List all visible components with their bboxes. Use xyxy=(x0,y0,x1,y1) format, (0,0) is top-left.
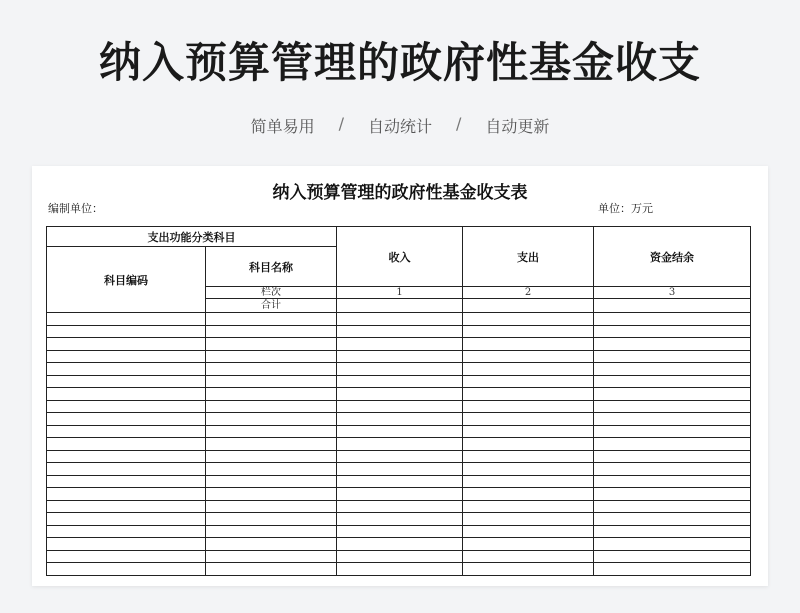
income-cell[interactable] xyxy=(337,325,463,338)
subject-code-cell[interactable] xyxy=(47,425,206,438)
row-label-total: 合计 xyxy=(206,299,337,313)
expense-cell[interactable] xyxy=(463,563,594,576)
subject-code-cell[interactable] xyxy=(47,388,206,401)
header-income: 收入 xyxy=(337,227,463,287)
balance-cell[interactable] xyxy=(594,450,751,463)
expense-cell[interactable] xyxy=(463,325,594,338)
expense-cell[interactable] xyxy=(463,538,594,551)
tag-separator: / xyxy=(456,114,462,133)
table-row xyxy=(47,375,751,388)
table-row xyxy=(47,438,751,451)
table-row xyxy=(47,475,751,488)
spreadsheet-preview xyxy=(32,166,768,586)
table-row xyxy=(47,500,751,513)
subject-name-cell[interactable] xyxy=(206,400,337,413)
expense-cell[interactable] xyxy=(463,438,594,451)
balance-cell[interactable] xyxy=(594,463,751,476)
subject-name-cell[interactable] xyxy=(206,413,337,426)
balance-cell[interactable] xyxy=(594,513,751,526)
table-row xyxy=(47,463,751,476)
subject-code-cell[interactable] xyxy=(47,338,206,351)
subject-name-cell[interactable] xyxy=(206,488,337,501)
income-cell[interactable] xyxy=(337,363,463,376)
balance-cell[interactable] xyxy=(594,438,751,451)
table-row xyxy=(47,363,751,376)
table-row xyxy=(47,400,751,413)
balance-cell[interactable] xyxy=(594,550,751,563)
subject-code-cell[interactable] xyxy=(47,438,206,451)
balance-cell[interactable] xyxy=(594,413,751,426)
income-cell[interactable] xyxy=(337,488,463,501)
subject-name-cell[interactable] xyxy=(206,438,337,451)
subject-code-cell[interactable] xyxy=(47,363,206,376)
subject-name-cell[interactable] xyxy=(206,525,337,538)
column-number-balance: 3 xyxy=(594,287,751,299)
expense-cell[interactable] xyxy=(463,463,594,476)
subject-name-cell[interactable] xyxy=(206,388,337,401)
subject-name-cell[interactable] xyxy=(206,563,337,576)
subject-code-cell[interactable] xyxy=(47,513,206,526)
income-cell[interactable] xyxy=(337,425,463,438)
expense-cell[interactable] xyxy=(463,450,594,463)
expense-cell[interactable] xyxy=(463,363,594,376)
subject-code-cell[interactable] xyxy=(47,563,206,576)
header-expense: 支出 xyxy=(463,227,594,287)
subject-code-cell[interactable] xyxy=(47,475,206,488)
subject-name-cell[interactable] xyxy=(206,450,337,463)
subject-name-cell[interactable] xyxy=(206,338,337,351)
tag-separator: / xyxy=(338,114,344,133)
subject-name-cell[interactable] xyxy=(206,363,337,376)
income-cell[interactable] xyxy=(337,500,463,513)
table-row xyxy=(47,550,751,563)
tag-easy: 简单易用 xyxy=(250,117,315,136)
balance-cell[interactable] xyxy=(594,313,751,326)
tag-auto-stat: 自动统计 xyxy=(367,117,432,136)
table-row xyxy=(47,425,751,438)
balance-cell[interactable] xyxy=(594,400,751,413)
expense-cell[interactable] xyxy=(463,313,594,326)
subject-name-cell[interactable] xyxy=(206,475,337,488)
table-row xyxy=(47,488,751,501)
balance-cell[interactable] xyxy=(594,500,751,513)
subject-code-cell[interactable] xyxy=(47,400,206,413)
subject-name-cell[interactable] xyxy=(206,538,337,551)
expense-cell[interactable] xyxy=(463,338,594,351)
subject-code-cell[interactable] xyxy=(47,325,206,338)
header-balance: 资金结余 xyxy=(594,227,751,287)
subject-code-cell[interactable] xyxy=(47,525,206,538)
income-cell[interactable] xyxy=(337,550,463,563)
subject-name-cell[interactable] xyxy=(206,513,337,526)
expense-cell[interactable] xyxy=(463,413,594,426)
table-row xyxy=(47,538,751,551)
header-subject-code: 科目编码 xyxy=(47,247,206,313)
column-number-income: 1 xyxy=(337,287,463,299)
expense-cell[interactable] xyxy=(463,425,594,438)
expense-cell[interactable] xyxy=(463,500,594,513)
income-cell[interactable] xyxy=(337,388,463,401)
subject-name-cell[interactable] xyxy=(206,375,337,388)
subject-code-cell[interactable] xyxy=(47,500,206,513)
balance-cell[interactable] xyxy=(594,563,751,576)
subject-code-cell[interactable] xyxy=(47,350,206,363)
compiling-unit-label: 编制单位： xyxy=(48,202,103,215)
subject-name-cell[interactable] xyxy=(206,350,337,363)
income-cell[interactable] xyxy=(337,413,463,426)
expense-cell[interactable] xyxy=(463,375,594,388)
tagline xyxy=(0,114,800,137)
subject-name-cell[interactable] xyxy=(206,550,337,563)
subject-code-cell[interactable] xyxy=(47,450,206,463)
subject-code-cell[interactable] xyxy=(47,413,206,426)
income-cell[interactable] xyxy=(337,313,463,326)
expense-cell[interactable] xyxy=(463,550,594,563)
income-cell[interactable] xyxy=(337,538,463,551)
income-cell[interactable] xyxy=(337,563,463,576)
income-cell[interactable] xyxy=(337,350,463,363)
header-subject-name: 科目名称 xyxy=(206,247,337,287)
budget-table xyxy=(46,226,751,576)
income-cell[interactable] xyxy=(337,475,463,488)
table-row xyxy=(47,513,751,526)
table-row xyxy=(47,325,751,338)
subject-name-cell[interactable] xyxy=(206,325,337,338)
subject-code-cell[interactable] xyxy=(47,375,206,388)
table-row xyxy=(47,313,751,326)
table-row xyxy=(47,450,751,463)
total-balance-cell[interactable] xyxy=(594,299,751,313)
balance-cell[interactable] xyxy=(594,538,751,551)
balance-cell[interactable] xyxy=(594,488,751,501)
subject-name-cell[interactable] xyxy=(206,500,337,513)
row-label-lanci: 栏次 xyxy=(206,287,337,299)
balance-cell[interactable] xyxy=(594,375,751,388)
expense-cell[interactable] xyxy=(463,488,594,501)
column-number-expense: 2 xyxy=(463,287,594,299)
balance-cell[interactable] xyxy=(594,350,751,363)
income-cell[interactable] xyxy=(337,450,463,463)
subject-name-cell[interactable] xyxy=(206,463,337,476)
balance-cell[interactable] xyxy=(594,325,751,338)
total-expense-cell[interactable] xyxy=(463,299,594,313)
expense-cell[interactable] xyxy=(463,350,594,363)
expense-cell[interactable] xyxy=(463,388,594,401)
page-title: 纳入预算管理的政府性基金收支 xyxy=(98,38,701,87)
expense-cell[interactable] xyxy=(463,400,594,413)
balance-cell[interactable] xyxy=(594,525,751,538)
income-cell[interactable] xyxy=(337,338,463,351)
income-cell[interactable] xyxy=(337,463,463,476)
table-row xyxy=(47,413,751,426)
subject-name-cell[interactable] xyxy=(206,313,337,326)
subject-name-cell[interactable] xyxy=(206,425,337,438)
subject-code-cell[interactable] xyxy=(47,463,206,476)
table-row xyxy=(47,563,751,576)
subject-code-cell[interactable] xyxy=(47,550,206,563)
subject-code-cell[interactable] xyxy=(47,488,206,501)
income-cell[interactable] xyxy=(337,438,463,451)
currency-unit-label: 单位：万元 xyxy=(598,202,653,215)
balance-cell[interactable] xyxy=(594,338,751,351)
expense-cell[interactable] xyxy=(463,513,594,526)
table-row xyxy=(47,388,751,401)
subject-code-cell[interactable] xyxy=(47,538,206,551)
balance-cell[interactable] xyxy=(594,388,751,401)
table-row xyxy=(47,350,751,363)
income-cell[interactable] xyxy=(337,400,463,413)
tag-auto-update: 自动更新 xyxy=(485,117,550,136)
balance-cell[interactable] xyxy=(594,425,751,438)
header-function-category: 支出功能分类科目 xyxy=(47,227,337,247)
table-row xyxy=(47,338,751,351)
expense-cell[interactable] xyxy=(463,525,594,538)
expense-cell[interactable] xyxy=(463,475,594,488)
income-cell[interactable] xyxy=(337,525,463,538)
income-cell[interactable] xyxy=(337,513,463,526)
table-row xyxy=(47,525,751,538)
balance-cell[interactable] xyxy=(594,363,751,376)
total-income-cell[interactable] xyxy=(337,299,463,313)
subject-code-cell[interactable] xyxy=(47,313,206,326)
balance-cell[interactable] xyxy=(594,475,751,488)
income-cell[interactable] xyxy=(337,375,463,388)
sheet-title: 纳入预算管理的政府性基金收支表 xyxy=(272,183,528,203)
